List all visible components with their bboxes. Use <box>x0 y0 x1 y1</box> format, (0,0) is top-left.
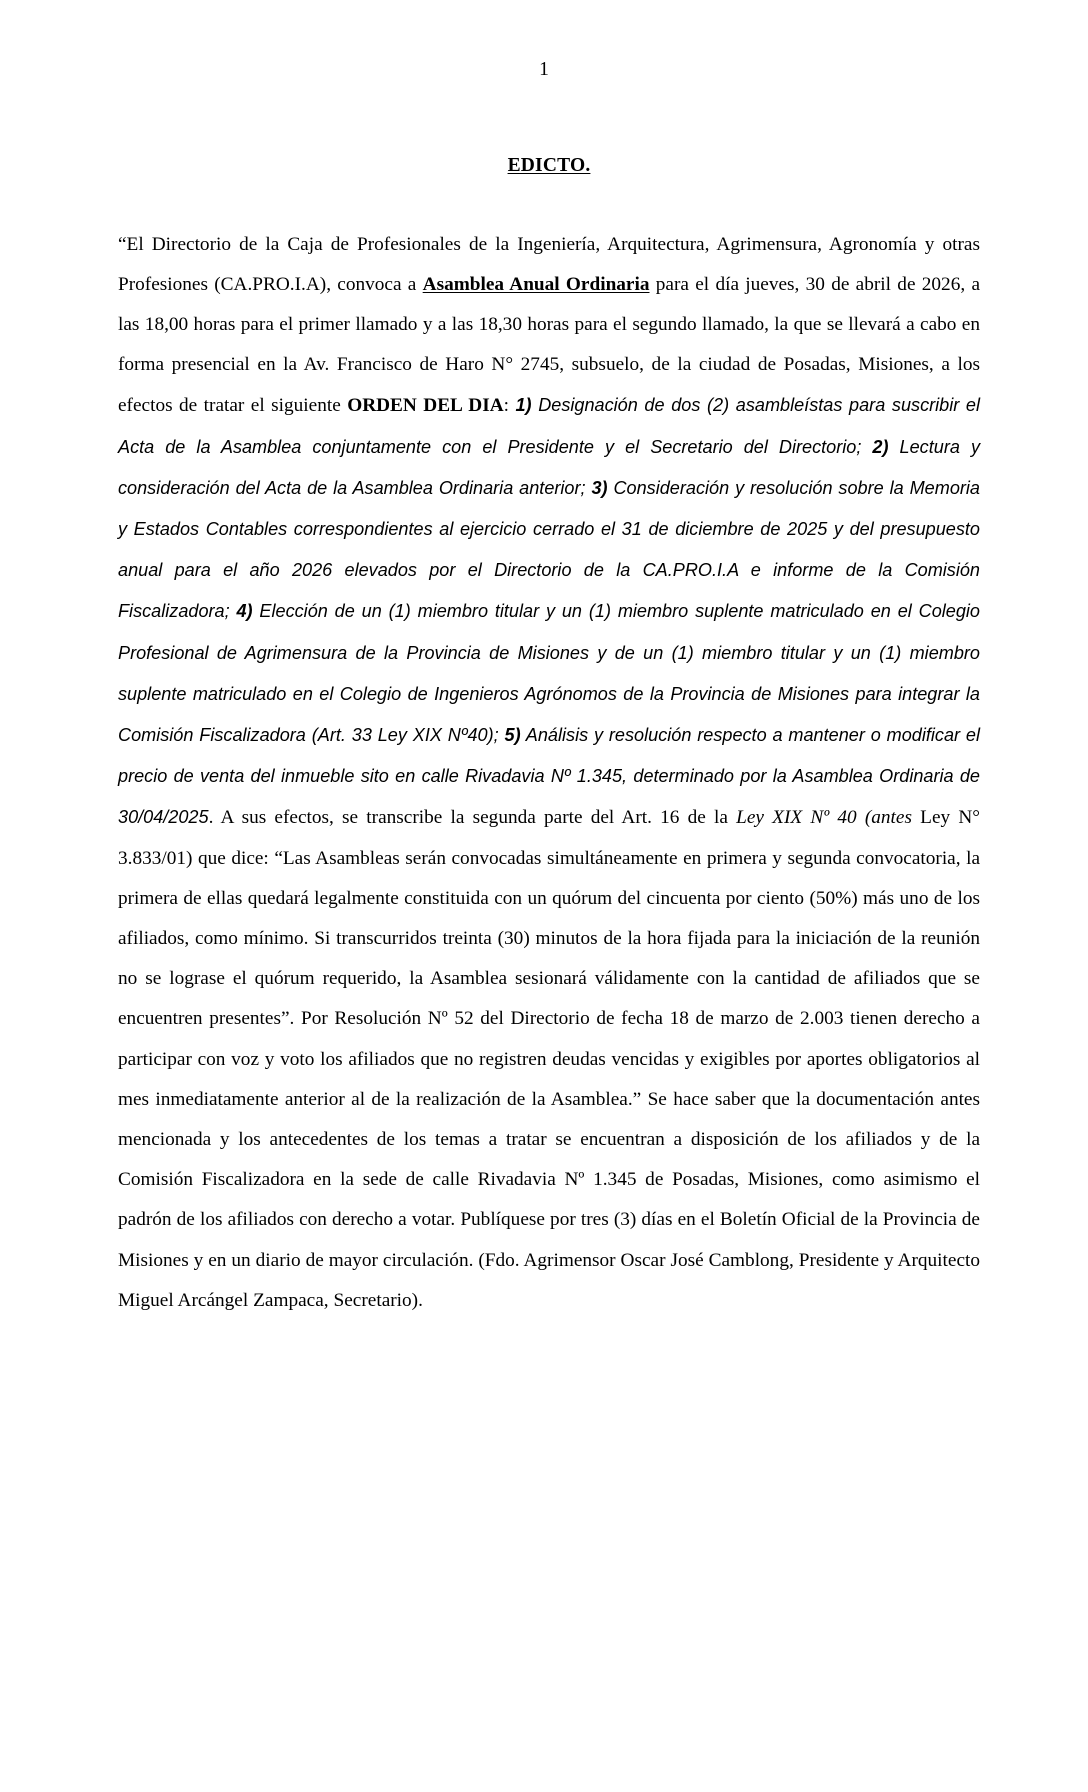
agenda-item-text-12: Elección de un (1) miembro titular y un (1) miembro suplente matriculado en el Colegio Profesional de Agrimensura de la Provincia de Misiones y de un (1) miembro titular y un (1) miembro suplente matriculado en el Colegio de Ingenieros Agrónomos de la Provincia de Misiones para integrar la Comisión Fiscalizadora (Art. 33 Ley XIX Nº40); <box>118 601 980 745</box>
body-text-run-4: : <box>503 395 516 417</box>
emphasis-italic-run-16: Ley XIX Nº 40 (antes <box>736 807 912 829</box>
agenda-item-number-11: 4) <box>236 601 253 622</box>
agenda-item-number-13: 5) <box>504 724 521 745</box>
agenda-item-number-7: 2) <box>872 436 889 457</box>
edict-body-paragraph <box>118 225 980 1321</box>
emphasis-bold-run-3: ORDEN DEL DIA <box>347 395 504 417</box>
agenda-item-text-8: Lectura y consideración del Acta de la Asamblea Ordinaria anterior; <box>118 436 981 498</box>
agenda-item-number-9: 3) <box>591 477 608 498</box>
agenda-item-number-5: 1) <box>515 395 532 416</box>
agenda-item-text-10: Consideración y resolución sobre la Memoria y Estados Contables correspondientes al ejercicio cerrado el 31 de diciembre de 2025 y del presupuesto anual para el año 2026 elevados por el Directorio de la CA.PRO.I.A e informe de la Comisión Fiscalizadora; <box>118 477 980 622</box>
emphasis-bold-underline-run-1: Asamblea Anual Ordinaria <box>422 273 650 295</box>
page-title: EDICTO. <box>507 154 591 176</box>
body-text-run-0: “El Directorio de la Caja de Profesionales de la Ingeniería, Arquitectura, Agrimensura, Agronomía y otras Profesiones (CA.PRO.I.A), convoca a <box>118 233 980 295</box>
body-text-run-17: Ley N° 3.833/01) que dice: “Las Asambleas serán convocadas simultáneamente en primera y segunda convocatoria, la primera de ellas quedará legalmente constituida con un quórum del cincuenta por ciento (50%) más uno de los afiliados, como mínimo. Si transcurridos treinta (30) minutos de la hora fijada para la iniciación de la reunión no se lograse el quórum requerido, la Asamblea sesionará válidamente con la cantidad de afiliados que se encuentren presentes”. Por Resolución Nº 52 del Directorio de fecha 18 de marzo de 2.003 tienen derecho a participar con voz y voto los afiliados que no registren deudas vencidas y exigibles por aportes obligatorios al mes inmediatamente anterior al de la realización de la Asamblea.” Se hace saber que la documentación antes mencionada y los antecedentes de los temas a tratar se encuentran a disposición de los afiliados y de la Comisión Fiscalizadora en la sede de calle Rivadavia Nº 1.345 de Posadas, Misiones, como asimismo el padrón de los afiliados con derecho a votar. Publíquese por tres (3) días en el Boletín Oficial de la Provincia de Misiones y en un diario de mayor circulación. (Fdo. Agrimensor Oscar José Camblong, Presidente y Arquitecto Miguel Arcángel Zampaca, Secretario). <box>118 807 980 1311</box>
page-number: 1 <box>539 59 549 80</box>
body-text-run-2: para el día jueves, 30 de abril de 2026, a las 18,00 horas para el primer llamado y a las 18,30 horas para el segundo llamado, la que se llevará a cabo en forma presencial en la Av. Francisco de Haro N° 2745, subsuelo, de la ciudad de Posadas, Misiones, a los efectos de tratar el siguiente <box>118 273 981 417</box>
agenda-item-text-6: Designación de dos (2) asambleístas para suscribir el Acta de la Asamblea conjuntamente con el Presidente y el Secretario del Directorio; <box>118 395 980 457</box>
agenda-item-text-14: Análisis y resolución respecto a mantener o modificar el precio de venta del inmueble sito en calle Rivadavia Nº 1.345, determinado por la Asamblea Ordinaria de 30/04/2025 <box>118 724 980 828</box>
body-text-run-15: . A sus efectos, se transcribe la segunda parte del Art. 16 de la <box>208 807 737 829</box>
